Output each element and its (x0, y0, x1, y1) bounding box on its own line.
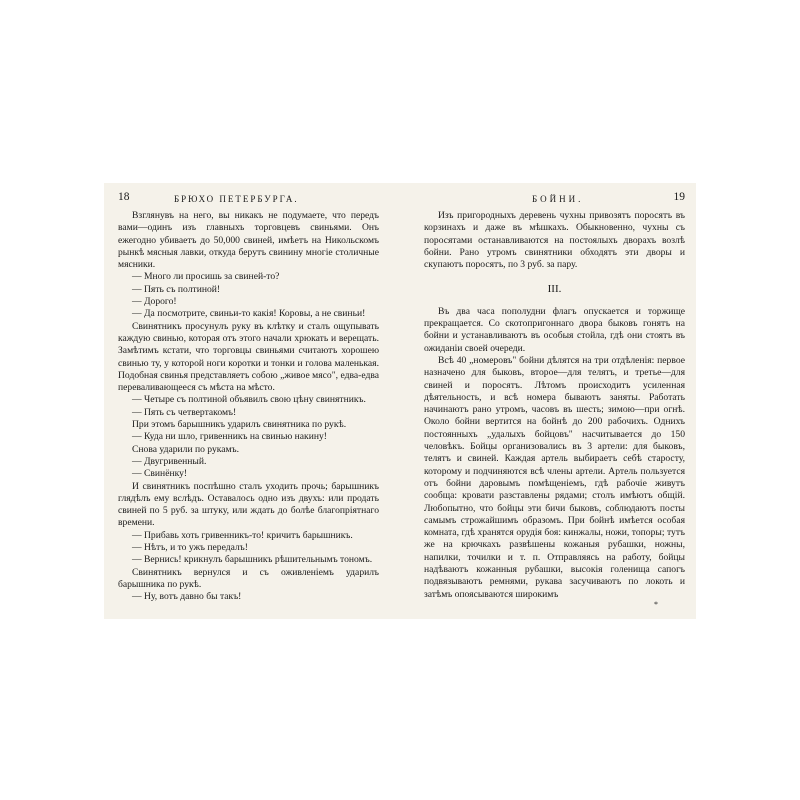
dialog-line: — Куда ни шло, гривенникъ на свинью накину! (132, 431, 327, 443)
left-opening-paragraph: Взглянувъ на него, вы никакъ не подумаете, что передъ вами—одинъ изъ главныхъ торговцевъ свиньями. Онъ ежегодно убиваетъ до 50,000 свиней, имѣетъ на Никольскомъ рынкѣ мясныя лавки, откуда берутъ свинину многіе столичные мясники. (118, 210, 379, 271)
dialog-line: — Дорого! (132, 296, 177, 308)
right-running-title: БОЙНИ. (532, 194, 584, 204)
dialog-line: — Много ли просишь за свиней-то? (132, 271, 280, 283)
dialog-line: — Пять съ четвертакомъ! (132, 406, 237, 418)
dialog-line: — Свинёнку! (132, 468, 188, 480)
right-page-number: 19 (673, 191, 685, 203)
left-closing-line: — Ну, вотъ давно бы такъ! (132, 591, 242, 603)
right-opening-paragraph: Изъ пригородныхъ деревень чухны привозятъ поросятъ въ корзинахъ и даже въ мѣшкахъ. Обыкновенно, чухны съ поросятами останавливаются на постоялыхъ дворахъ возлѣ бойни. Рано утромъ свинятники обходятъ эти дворы и скупаютъ поросятъ, по 3 руб. за пару. (424, 210, 685, 271)
dialog-line: — Вернись! крикнулъ барышникъ рѣшительнымъ тономъ. (132, 554, 373, 566)
left-page-number: 18 (118, 191, 130, 203)
right-running-head (424, 192, 685, 210)
dialog-line: — Прибавь хоть гривенникъ-то! кричитъ барышникъ. (132, 529, 353, 541)
dialog-line: Снова ударили по рукамъ. (132, 443, 239, 455)
dialog-line: — Двугривенный. (132, 455, 207, 467)
left-running-head (118, 192, 379, 210)
signature-mark: * (654, 600, 658, 609)
dialog-line: — Пять съ полтиной! (132, 283, 221, 295)
right-paragraph-1: Въ два часа пополудни флагъ опускается и торжище прекращается. Со скотопригоннаго двора быковъ гонятъ на бойни и устанавливаютъ въ особыя стойла, гдѣ они стоятъ въ ожиданіи своей очереди. (424, 305, 685, 354)
left-late-paragraph: И свинятникъ поспѣшно сталъ уходить прочь; барышникъ глядѣлъ ему вслѣдъ. Оставалось одно изъ двухъ: или продать свиней по 5 руб. за штуку, или ждать до болѣе благопріятнаго времени. (118, 480, 379, 529)
right-paragraph-2: Всѣ 40 „номеровъ" бойни дѣлятся на три отдѣленія: первое назначено для быковъ, второе—для телятъ, и третье—для свиней и поросятъ. Лѣтомъ происходитъ усиленная дѣятельность, и всѣ номера бываютъ заняты. Работать начинаютъ рано утромъ, часовъ въ шесть; зимою—при огнѣ. Около бойни вертится на бойнѣ до 200 рабочихъ. Однихъ постоянныхъ „удалыхъ бойцовъ" насчитывается до 150 человѣкъ. Бойцы организовались въ 3 артели: для быковъ, телятъ и свиней. Каждая артель выбираетъ себѣ старосту, которому и подчиняются всѣ члены артели. Артель пользуется отъ бойни даровымъ помѣщеніемъ, гдѣ рабочіе живутъ сообща: кровати разставлены рядами; столъ имѣютъ общій. Любопытно, что бойцы эти бичи быковъ, соблюдаютъ посты самымъ строжайшимъ образомъ. При бойнѣ имѣется особая комната, гдѣ хранятся орудія боя: кинжалы, ножи, топоры; тутъ же на крючкахъ развѣшены кожаныя рубашки, ножны, напилки, точилки и т. п. Отправляясь на работу, бойцы надѣваютъ кожанныя рубашки, высокія голенища сапогъ подвязываютъ ремнями, рукава засучиваютъ по локоть и затѣмъ опоясываются широкимъ (424, 354, 685, 600)
left-closing-paragraph: Свинятникъ вернулся и съ оживленіемъ ударилъ барышника по рукѣ. (118, 566, 379, 590)
left-page (118, 192, 379, 604)
left-middle-paragraph: Свинятникъ просунулъ руку въ клѣтку и сталъ ощупывать каждую свинью, которая отъ этого начали хрюкать и верещать. Замѣтимъ кстати, что торговцы свиньями считаютъ хорошею свинью ту, у которой ноги коротки и тонки и голова маленькая. Подобная свинья представляетъ собою „живое мясо", едва-едва переваливающееся съ мѣста на мѣсто. (118, 320, 379, 394)
dialog-line: — Четыре съ полтиной объявилъ свою цѣну свинятникъ. (132, 394, 366, 406)
dialog-line: — Нѣтъ, и то ужъ передалъ! (132, 542, 248, 554)
dialog-line: При этомъ барышникъ ударилъ свинятника по рукѣ. (132, 419, 347, 431)
dialog-line: — Да посмотрите, свиньи-то какія! Коровы, а не свиньи! (132, 308, 366, 320)
left-running-title: БРЮХО ПЕТЕРБУРГА. (174, 194, 299, 204)
right-page (424, 192, 685, 601)
chapter-number: III. (547, 283, 562, 296)
